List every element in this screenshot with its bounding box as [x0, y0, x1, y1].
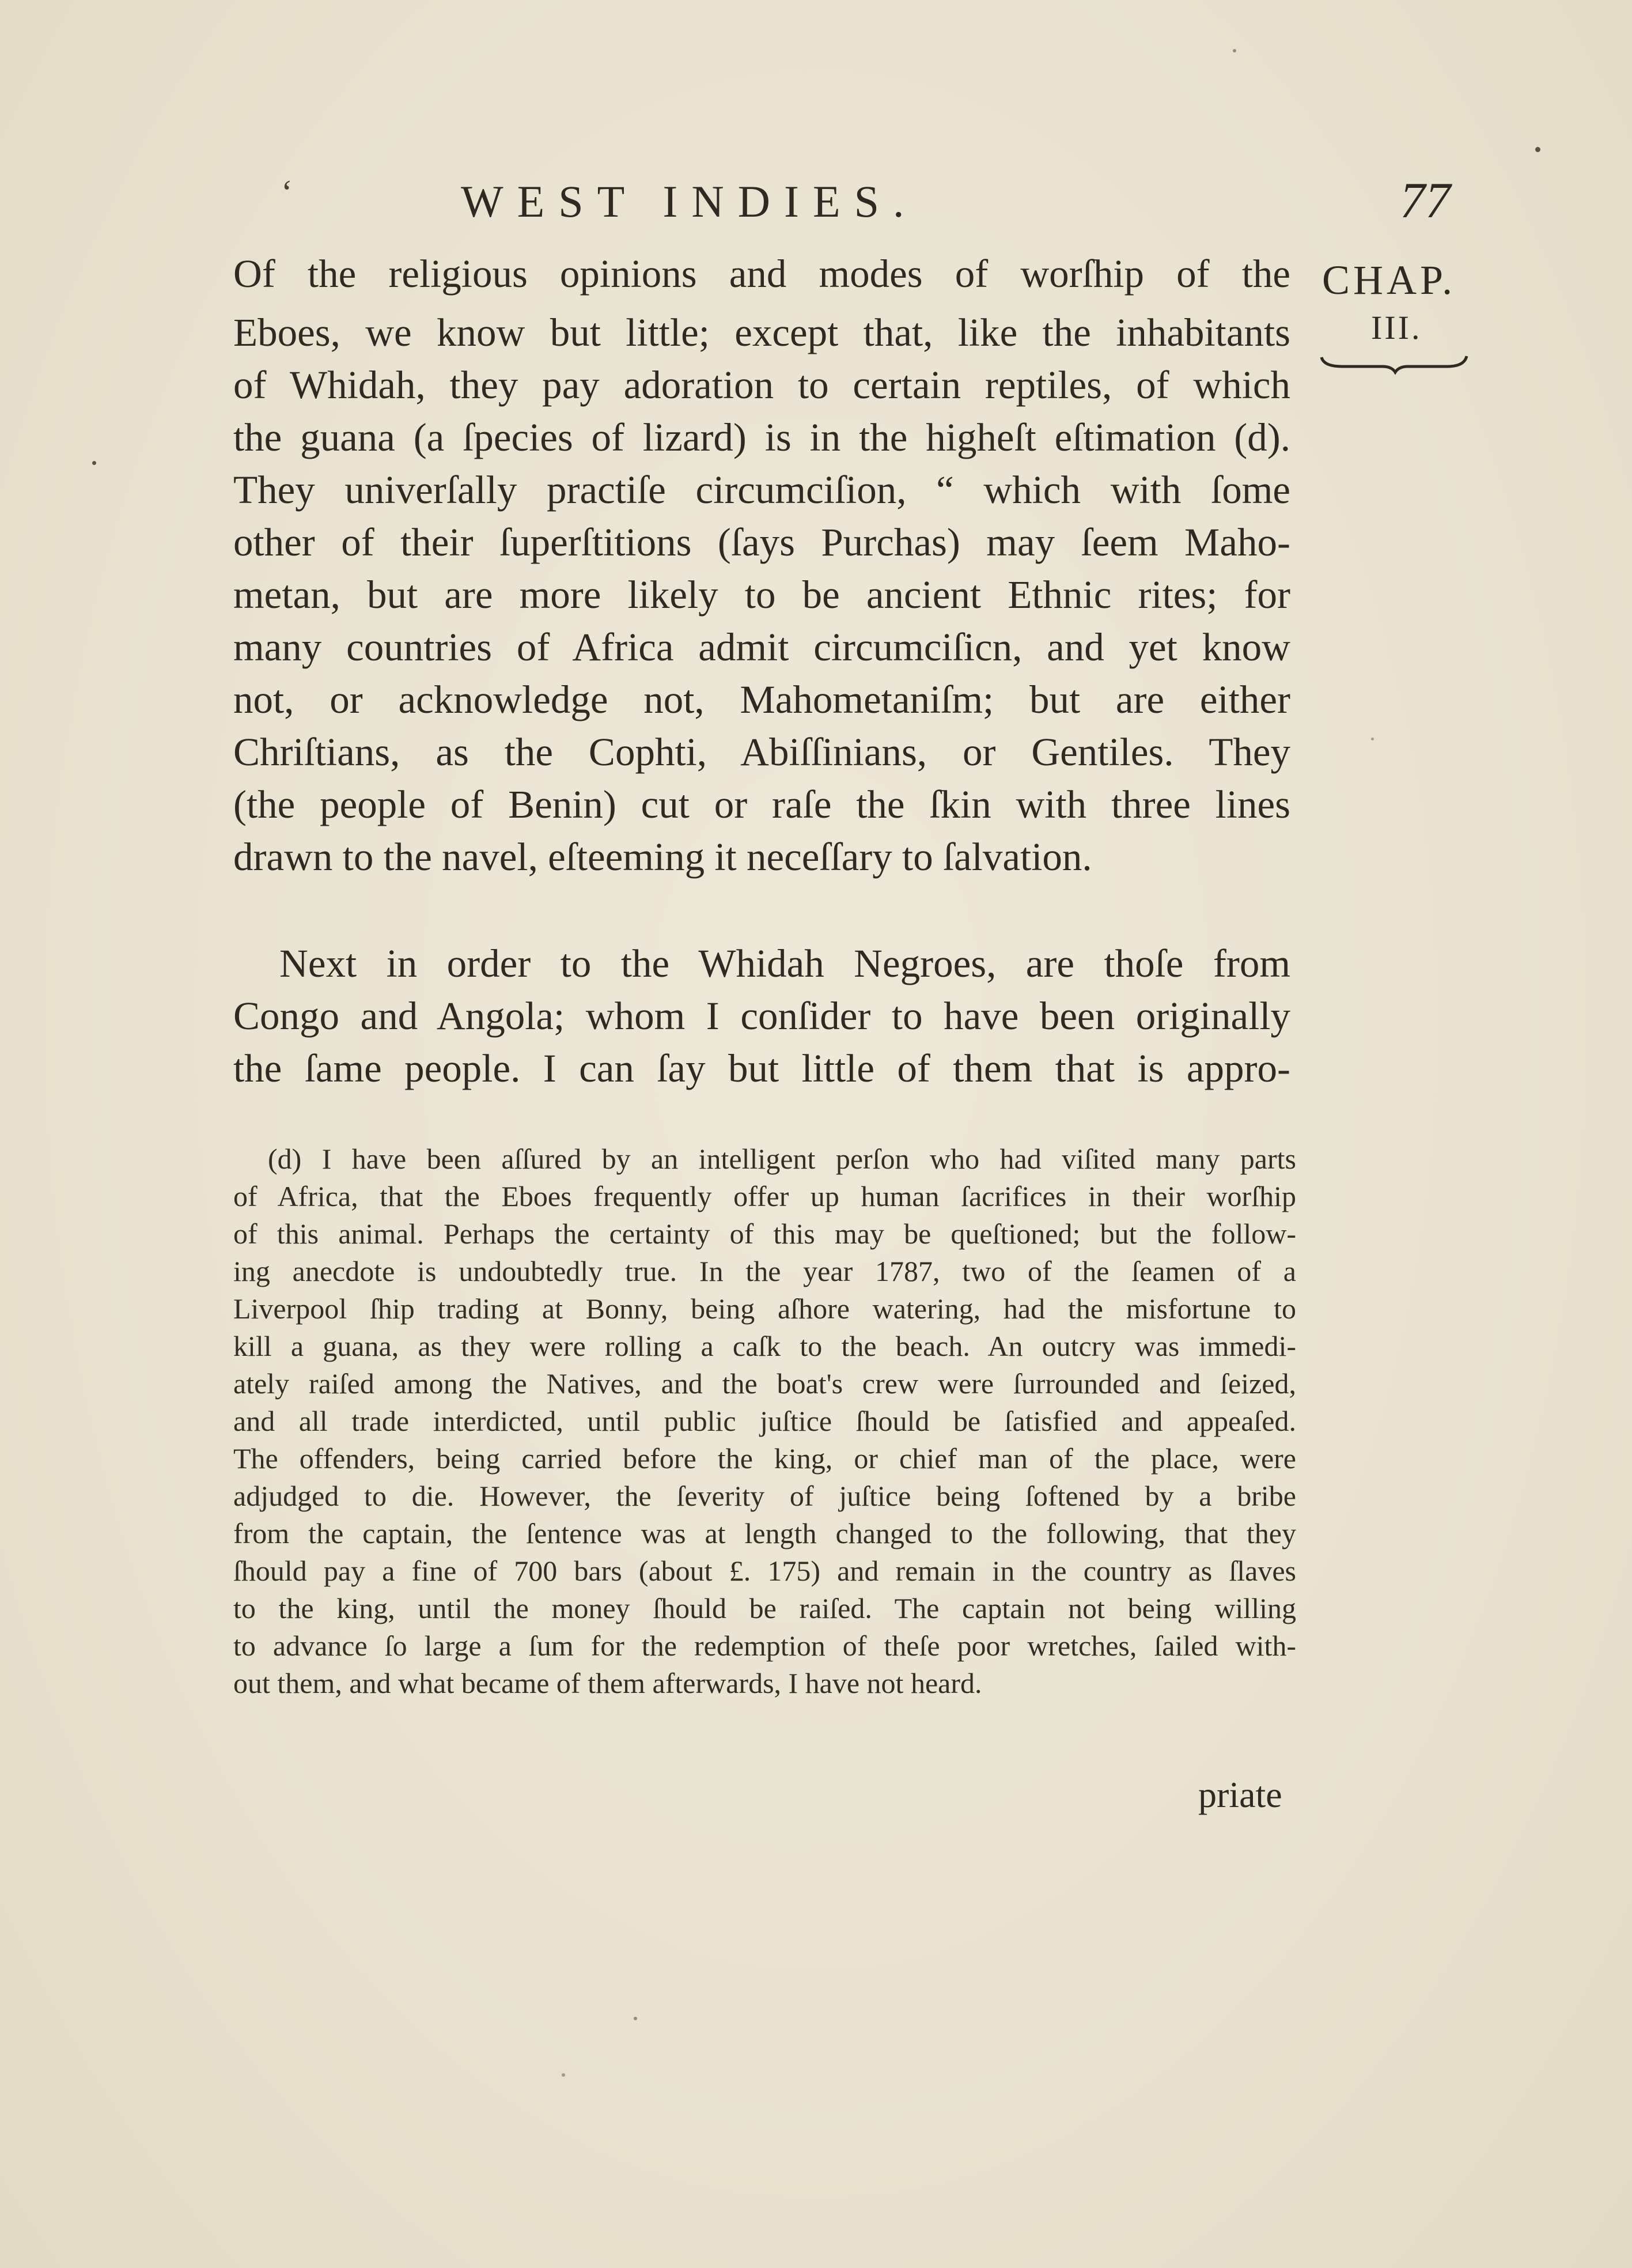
- body-line: metan, but are more likely to be ancient Ethnic rites; for: [233, 573, 1290, 617]
- body-line: Eboes, we know but little; except that, like the inhabitants: [233, 311, 1290, 354]
- chapter-brace-icon: [1319, 351, 1469, 375]
- body-line: the guana (a ſpecies of lizard) is in the higheſt eſtimation (d).: [233, 415, 1290, 459]
- body-line: many countries of Africa admit circumciſicn, and yet know: [233, 625, 1290, 669]
- body-line: Congo and Angola; whom I conſider to have been originally: [233, 994, 1290, 1038]
- body-line: the ſame people. I can ſay but little of them that is appro-: [233, 1046, 1290, 1090]
- header-mark: ‘: [281, 173, 293, 211]
- body-line: They univerſally practiſe circumciſion, “ which with ſome: [233, 468, 1290, 512]
- body-line: not, or acknowledge not, Mahometaniſm; but are either: [233, 678, 1290, 721]
- page-number: 77: [1400, 173, 1451, 229]
- paper-speck: [1233, 49, 1236, 52]
- body-line: of Whidah, they pay adoration to certain reptiles, of which: [233, 363, 1290, 407]
- body-line: Next in order to the Whidah Negroes, are thoſe from: [279, 942, 1290, 985]
- footnote-line: adjudged to die. However, the ſeverity of juſtice being ſoftened by a bribe: [233, 1480, 1296, 1512]
- chapter-number: III.: [1371, 309, 1422, 346]
- body-line: (the people of Benin) cut or raſe the ſkin with three lines: [233, 783, 1290, 826]
- running-title: WEST INDIES.: [461, 176, 918, 226]
- body-line: Of the religious opinions and modes of worſhip of the: [233, 252, 1290, 296]
- chapter-label: CHAP.: [1322, 257, 1456, 303]
- footnote-line: ing anecdote is undoubtedly true. In the year 1787, two of the ſeamen of a: [233, 1255, 1296, 1287]
- paper-speck: [634, 2017, 637, 2020]
- footnote-line: of Africa, that the Eboes frequently offer up human ſacrifices in their worſhip: [233, 1180, 1296, 1212]
- footnote-line: out them, and what became of them afterwards, I have not heard.: [233, 1667, 982, 1699]
- paper-speck: [92, 461, 96, 465]
- footnote-line: from the captain, the ſentence was at length changed to the following, that they: [233, 1517, 1296, 1549]
- footnote-line: of this animal. Perhaps the certainty of this may be queſtioned; but the follow-: [233, 1218, 1296, 1250]
- body-line: other of their ſuperſtitions (ſays Purchas) may ſeem Maho-: [233, 520, 1290, 564]
- footnote-line: Liverpool ſhip trading at Bonny, being aſhore watering, had the misfortune to: [233, 1292, 1296, 1325]
- footnote-line: The offenders, being carried before the king, or chief man of the place, were: [233, 1442, 1296, 1475]
- footnote-line: to the king, until the money ſhould be raiſed. The captain not being willing: [233, 1592, 1296, 1624]
- paper-speck: [562, 2073, 565, 2077]
- catchword: priate: [1198, 1774, 1282, 1815]
- footnote-line: kill a guana, as they were rolling a caſk to the beach. An outcry was immedi-: [233, 1330, 1296, 1362]
- paper-speck: [1371, 738, 1374, 740]
- footnote-line: to advance ſo large a ſum for the redemption of theſe poor wretches, ſailed with-: [233, 1630, 1296, 1662]
- footnote-line: and all trade interdicted, until public juſtice ſhould be ſatisfied and appeaſed.: [233, 1405, 1296, 1437]
- body-line: Chriſtians, as the Cophti, Abiſſinians, or Gentiles. They: [233, 730, 1290, 774]
- paper-speck: [1535, 147, 1540, 152]
- footnote-line: ſhould pay a fine of 700 bars (about £. 175) and remain in the country as ſlaves: [233, 1555, 1296, 1587]
- footnote-line: ately raiſed among the Natives, and the boat's crew were ſurrounded and ſeized,: [233, 1367, 1296, 1400]
- footnote-line: (d) I have been aſſured by an intelligent perſon who had viſited many parts: [268, 1143, 1296, 1175]
- body-line: drawn to the navel, eſteeming it neceſſary to ſalvation.: [233, 835, 1092, 879]
